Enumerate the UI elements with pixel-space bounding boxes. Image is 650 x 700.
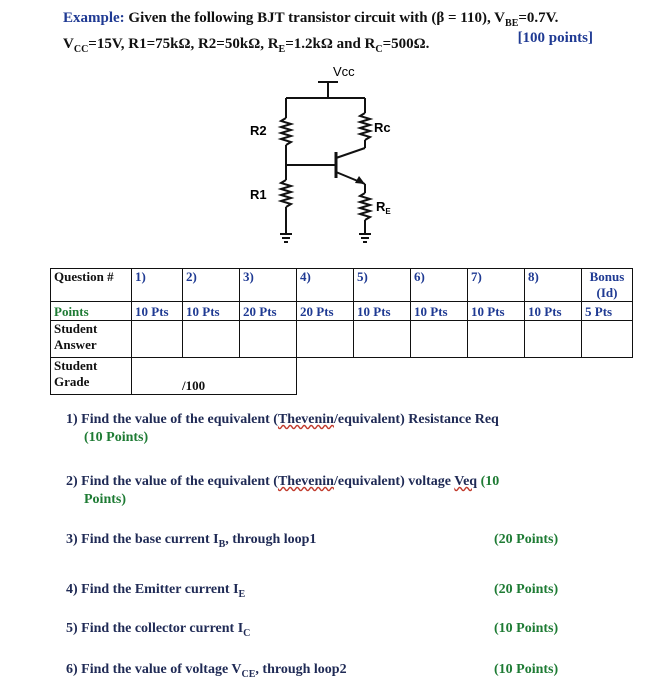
question-1: [66, 412, 499, 446]
grading-table: [50, 268, 633, 395]
q2-points-a: (10: [477, 474, 500, 489]
q5-sub: C: [243, 627, 251, 639]
answer-cell[interactable]: [468, 321, 525, 358]
table-cell: 10 Pts: [411, 302, 468, 321]
re-label: [376, 199, 391, 216]
vbe-value: =0.7V.: [518, 10, 559, 26]
q1-text: 1) Find the value of the equivalent (: [66, 412, 278, 427]
q3-sub: B: [218, 538, 226, 550]
r1-label: R1: [250, 187, 267, 202]
table-cell: 2): [183, 269, 240, 302]
q6-sub: CE: [241, 668, 256, 680]
vcc-text: V: [63, 36, 74, 52]
r2-resistor: [281, 118, 291, 145]
q5-points: (10 Points): [494, 621, 559, 636]
answer-cell[interactable]: [354, 321, 411, 358]
transistor-collector: [336, 148, 365, 158]
q4-text: 4) Find the Emitter current I: [66, 582, 239, 597]
rc-sub: C: [375, 44, 383, 55]
q2-text: 2) Find the value of the equivalent (: [66, 474, 278, 489]
table-row-questions: [51, 269, 633, 302]
table-cell: 10 Pts: [183, 302, 240, 321]
answer-cell[interactable]: [132, 321, 183, 358]
header-text-1: Given the following BJT transistor circuit with (β = 110), V: [128, 10, 506, 26]
table-cell: 20 Pts: [240, 302, 297, 321]
question-6: [66, 662, 347, 680]
total-points: [100 points]: [517, 30, 593, 46]
table-cell: 20 Pts: [297, 302, 354, 321]
vbe-sub: BE: [505, 18, 519, 29]
q3-rest: , through loop1: [225, 532, 317, 547]
re-sub: E: [278, 44, 286, 55]
table-cell: Points: [51, 302, 132, 321]
table-cell: 10 Pts: [132, 302, 183, 321]
vcc-label: Vcc: [333, 64, 355, 79]
table-cell: Student Grade: [51, 358, 132, 395]
example-label: Example:: [63, 10, 125, 26]
table-cell: Student Answer: [51, 321, 132, 358]
answer-cell[interactable]: [297, 321, 354, 358]
answer-cell[interactable]: [411, 321, 468, 358]
table-cell: 5): [354, 269, 411, 302]
q2-rest: /equivalent) voltage: [333, 474, 455, 489]
q1-wavy: Thevenin: [277, 412, 334, 427]
table-cell: Question #: [51, 269, 132, 302]
q6-rest: , through loop2: [255, 662, 347, 677]
header-text-2: =15V, R1=75kΩ, R2=50kΩ, R: [88, 36, 279, 52]
table-cell: 10 Pts: [354, 302, 411, 321]
question-2: [66, 474, 566, 508]
table-row-answer: [51, 321, 633, 358]
answer-cell[interactable]: [525, 321, 582, 358]
table-cell: 10 Pts: [525, 302, 582, 321]
rc-resistor: [360, 113, 370, 140]
question-4: [66, 582, 245, 600]
table-row-points: [51, 302, 633, 321]
bjt-circuit-diagram: [0, 0, 650, 265]
r1-resistor: [281, 180, 291, 207]
answer-cell[interactable]: [582, 321, 633, 358]
vcc-sub: CC: [73, 44, 89, 55]
answer-cell[interactable]: [240, 321, 297, 358]
q1-rest: /equivalent) Resistance Req: [333, 412, 499, 427]
grade-total: /100: [132, 358, 297, 395]
answer-cell[interactable]: [183, 321, 240, 358]
q6-points: (10 Points): [494, 662, 559, 677]
table-cell: 3): [240, 269, 297, 302]
q2-points-b: Points): [84, 492, 126, 507]
table-row-grade: [51, 358, 633, 395]
table-cell: 4): [297, 269, 354, 302]
table-cell: 1): [132, 269, 183, 302]
rc-label: Rc: [374, 120, 391, 135]
table-cell: 7): [468, 269, 525, 302]
rc-value: =500Ω.: [382, 36, 430, 52]
re-value: =1.2kΩ and R: [285, 36, 376, 52]
table-cell: 8): [525, 269, 582, 302]
question-5: [66, 621, 250, 639]
q2-wavy: Thevenin: [277, 474, 334, 489]
table-empty: [297, 358, 633, 395]
re-label-main: R: [376, 199, 386, 214]
q4-sub: E: [238, 588, 246, 600]
q4-points: (20 Points): [494, 582, 559, 597]
question-3: [66, 532, 316, 550]
re-resistor: [360, 193, 370, 220]
r2-label: R2: [250, 123, 267, 138]
q3-points: (20 Points): [494, 532, 559, 547]
table-cell: 6): [411, 269, 468, 302]
re-label-sub: E: [385, 207, 391, 216]
q2-wavy-veq: Veq: [454, 474, 478, 489]
q1-points: (10 Points): [84, 430, 149, 445]
table-cell: 5 Pts: [582, 302, 633, 321]
table-cell: 10 Pts: [468, 302, 525, 321]
q3-text: 3) Find the base current I: [66, 532, 219, 547]
q5-text: 5) Find the collector current I: [66, 621, 244, 636]
q6-text: 6) Find the value of voltage V: [66, 662, 242, 677]
table-cell: Bonus (Id): [582, 269, 633, 302]
